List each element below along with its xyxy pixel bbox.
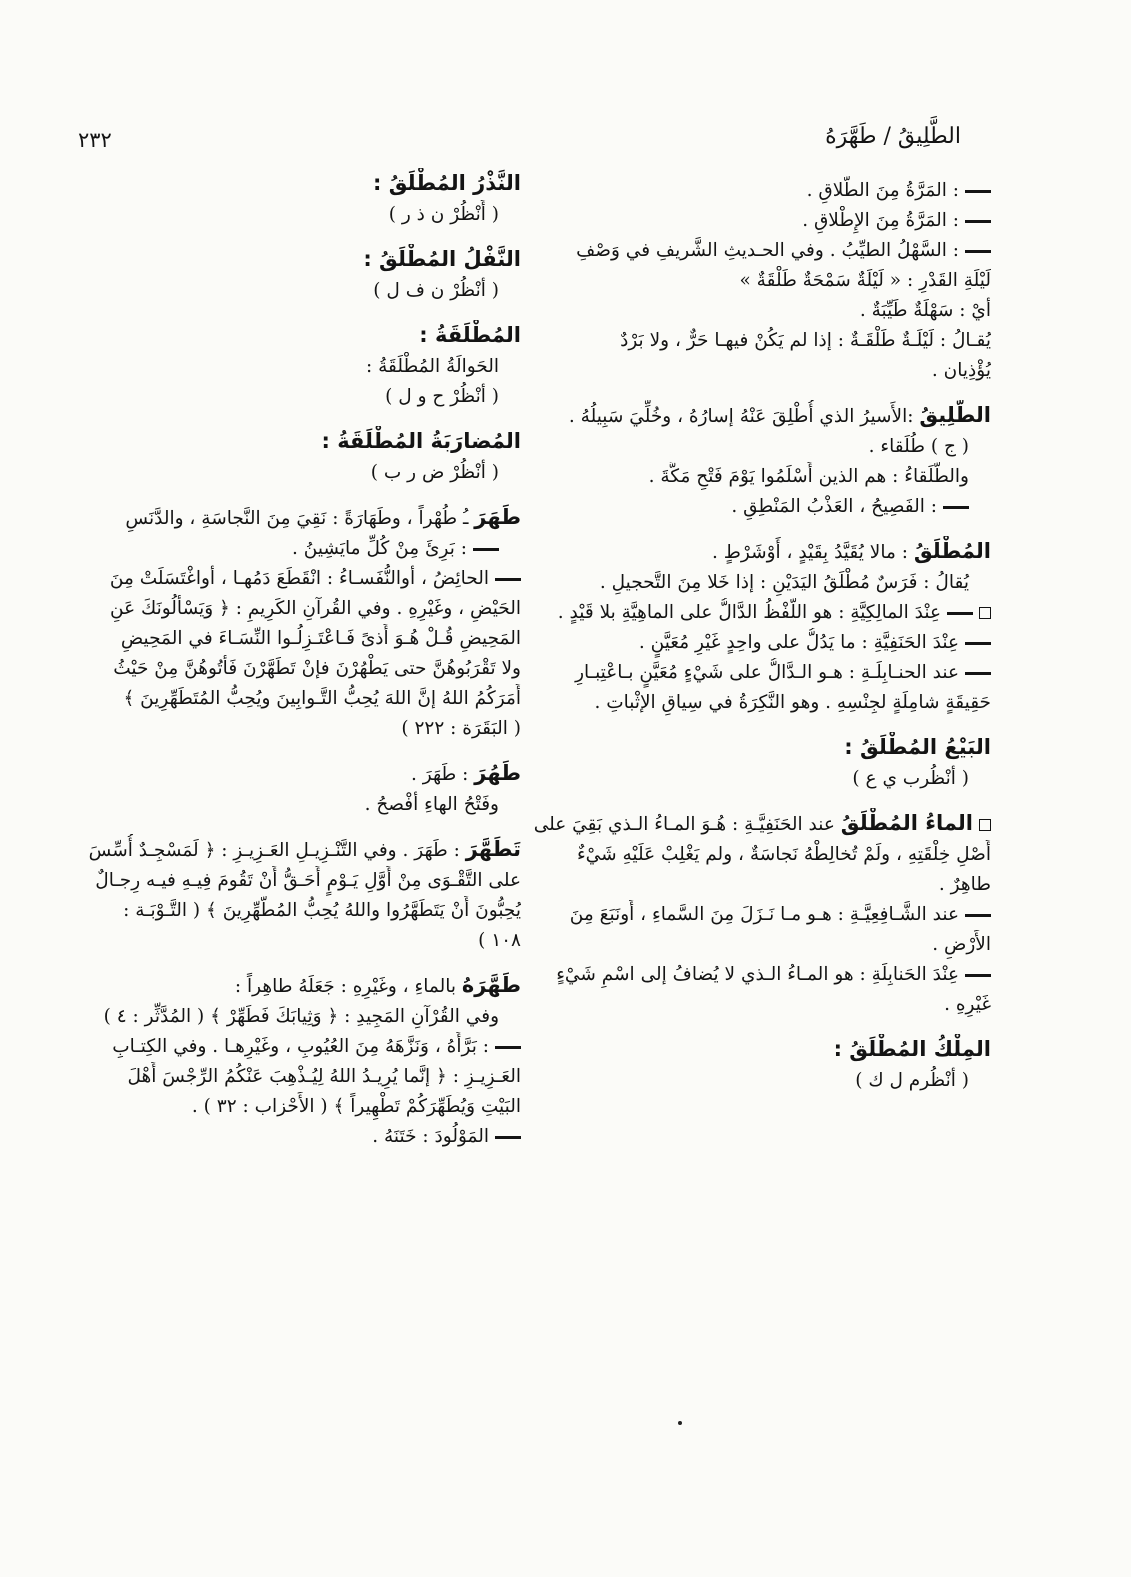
entry-text: يُقالُ : فَرَسٌ مُطْلَقُ اليَدَيْنِ : إذا خَلا مِنَ التَّحجيلِ .	[599, 572, 969, 593]
entry-text: المَوْلُودَ : خَتَنَهُ .	[372, 1126, 489, 1147]
entry-text: وفَتْحُ الهاءِ أفْصحُ .	[364, 794, 499, 815]
entry-text: أَصْلِ خِلْقَتِهِ ، ولَمْ تُخالِطْهُ نَجاسَةٌ ، ولم يَغْلِبْ عَلَيْهِ شَيْءٌ	[576, 844, 991, 865]
dash-mark	[495, 1046, 521, 1049]
dash-mark	[965, 974, 991, 977]
entry-text: : بَرَّأَهُ ، وَنَزَّهَهُ مِنَ العُيُوبِ ، وغَيْرِهـا . وفي الكِتـابِ	[112, 1036, 489, 1057]
cross-reference: ( أنْظُرب ي ع )	[852, 768, 969, 789]
entry-tatahhara	[41, 834, 521, 956]
dash-mark	[965, 250, 991, 253]
entry-text: أيْ : سَهْلَةٌ طَيِّبَةٌ .	[859, 300, 991, 321]
entry-text: يُقـالُ : لَيْلَـةٌ طَلْقَـةٌ : إذا لم يَكُنْ فيهـا حَرٌّ ، ولا بَرْدٌ	[620, 330, 991, 351]
headword: المِلْكُ المُطْلَقُ :	[833, 1037, 991, 1061]
cross-reference: ( أنْظُرم ل ك )	[855, 1070, 969, 1091]
cross-reference: ( أَنْظُرْ ن ذ ر )	[388, 204, 499, 225]
headword: النَّفْلُ المُطْلَقُ :	[363, 247, 521, 271]
entry-text: ـُ طُهْراً ، وطَهَارَةً : نَقِيَ مِنَ النَّجاسَةِ ، والدَّنَسِ	[125, 508, 469, 529]
dash-mark	[943, 506, 969, 509]
entry-tahharahu	[41, 970, 521, 1152]
headword: طَهُرَ	[474, 761, 521, 785]
square-marker-icon	[979, 819, 991, 831]
dash-mark	[473, 548, 499, 551]
entry-mutlaqa	[41, 320, 521, 412]
headword: المُضارَبَةُ المُطْلَقَةُ :	[321, 429, 521, 453]
entry-text: يُحِبُّونَ أَنْ يَتَطَهَّرُوا واللهُ يُحِبُّ المُطَّهِّرِينَ ﴾ ( التَّـوْبَـة :	[123, 900, 521, 921]
dash-mark	[495, 578, 521, 581]
headword: الطَّلِيقُ	[919, 403, 991, 427]
entry-text: عِنْدَ الحَنابِلَةِ : هو المـاءُ الـذي لا يُضافُ إلى اسْمِ شَيْءٍ	[556, 964, 959, 985]
entry-text: على التَّقْـوَى مِنْ أَوَّلِ يَـوْمٍ أَحَـقُّ أَنْ تَقُومَ فِيـهِ فيـه رِجـالٌ	[95, 870, 521, 891]
cross-reference: ( أنْظُرْ ح و ل )	[385, 386, 499, 407]
entry-text: يُؤْذِيان .	[931, 360, 991, 381]
entry-text: لَيْلَةِ القَدْرِ : « لَيْلَةٌ سَمْحَةٌ طَلْقَةٌ »	[739, 270, 991, 291]
entry-text: حَقِيقَةٍ شامِلَةٍ لجِنْسِهِ . وهو النَّكِرَةُ في سِياقِ الإثْباتِ .	[594, 692, 991, 713]
headword: الماءُ المُطْلَقُ	[840, 811, 973, 835]
entry-text: عند الشَّـافِعِيَّـةِ : هـو مـا نَـزَلَ مِنَ السَّماءِ ، أَونَبَعَ مِنَ	[569, 904, 959, 925]
entry-text: الحائِضُ ، أوالنُّفَسـاءُ : انْقَطَعَ دَمُهـا ، أواغْتَسَلَتْ مِنَ	[109, 568, 489, 589]
entry-text: الحَوالَةُ المُطْلَقَةُ :	[365, 356, 499, 377]
entry-text: ولا تَقْرَبُوهُنَّ حتى يَطْهُرْنَ فإنْ تَطَهَّرْنَ فَأْتُوهُنَّ مِنْ حَيْثُ	[113, 658, 521, 679]
dash-mark	[965, 190, 991, 193]
entry-nafl-mutlaq	[41, 244, 521, 306]
entry-text: : الفَصِيحُ ، العَذْبُ المَنْطِقِ .	[731, 496, 937, 517]
entry-text: بالماءِ ، وغَيْرِهِ : جَعَلَهُ طاهِراً :	[234, 976, 456, 997]
entry-talq-senses	[531, 176, 991, 386]
entry-text: : السَّهْلُ الطيِّبُ . وفي الحـديثِ الشَّريفِ في وَصْفِ	[576, 240, 959, 261]
entry-text: والطُّلَقاءُ : هم الذين أَسْلَمُوا يَوْمَ فَتْحِ مَكَّةَ .	[648, 466, 969, 487]
dash-mark	[495, 1136, 521, 1139]
headword: تَطَهَّرَ	[465, 837, 521, 861]
left-column	[41, 168, 521, 1166]
entry-mulk-mutlaq	[531, 1034, 991, 1096]
entry-nathr-mutlaq	[41, 168, 521, 230]
entry-text: : طَهَرَ . وفي التَّنْـزِيـلِ العَـزِيـزِ : ﴿ لَمَسْجِـدٌ أُسِّسَ	[88, 840, 460, 861]
entry-text: عِنْدَ المالِكِيَّةِ : هو اللَّفْظُ الدَّالُّ على الماهِيَّةِ بلا قَيْدٍ .	[557, 602, 941, 623]
entry-text: العَـزِيـزِ : ﴿ إنَّما يُرِيـدُ اللهُ لِيُـذْهِبَ عَنْكُمُ الرِّجْسَ أَهْلَ	[127, 1066, 521, 1087]
dash-mark	[965, 220, 991, 223]
right-column	[531, 176, 991, 1110]
entry-text: : بَرِئَ مِنْ كُلِّ مايَشِينُ .	[291, 538, 467, 559]
headword: النَّذْرُ المُطْلَقُ :	[372, 171, 521, 195]
cross-reference: ( أنْظُرْ ض ر ب )	[370, 462, 499, 483]
dash-mark	[965, 642, 991, 645]
entry-text: : المَرَّةُ مِنَ الطَّلاقِ .	[806, 180, 959, 201]
entry-text: البَيْتِ وَيُطَهِّرَكُمْ تَطْهِيراً ﴾ ( الأَحْزاب : ٣٢ ) .	[191, 1096, 521, 1117]
page-number: ٢٣٢	[78, 128, 112, 152]
entry-text: : مالا يُقَيَّدُ بِقَيْدٍ ، أَوْشَرْطٍ .	[712, 542, 908, 563]
entry-text: المَحِيضِ قُـلْ هُـوَ أَذىً فَـاعْتَـزِلُـوا النِّسَـاءَ في المَحِيضِ	[120, 628, 521, 649]
entry-mudaraba-mutlaqa	[41, 426, 521, 488]
headword: طَهَرَ	[474, 505, 521, 529]
headword: البَيْعُ المُطْلَقُ :	[844, 735, 991, 759]
verse-citation: ١٠٨ )	[478, 930, 521, 951]
headword: طَهَّرَهُ	[461, 973, 521, 997]
entry-text: وفي القُرْآنِ المَجِيدِ : ﴿ وَثِيابَكَ فَطَهِّرْ ﴾ ( المُدَّثِّر : ٤ )	[103, 1006, 499, 1027]
verse-citation: ( البَقَرَة : ٢٢٢ )	[401, 718, 521, 739]
stray-dot-mark	[678, 1421, 682, 1425]
entry-text: أَمَرَكُمُ اللهُ إنَّ اللهَ يُحِبُّ التَّـوابِينَ ويُحِبُّ المُتَطَهِّرِينَ ﴾	[123, 688, 521, 709]
entry-maa-mutlaq	[531, 808, 991, 1020]
entry-text: : طَهَرَ .	[411, 764, 469, 785]
entry-tahura-2	[41, 758, 521, 820]
entry-text: طاهِرٌ .	[938, 874, 991, 895]
entry-text: : المَرَّةُ مِنَ الإِطْلاقِ .	[802, 210, 959, 231]
entry-text: عند الحنـابِلَـةِ : هـو الـدَّالُّ على شَيْءٍ مُعَيَّنٍ بـاعْتِبـارِ	[575, 662, 959, 683]
square-marker-icon	[979, 607, 991, 619]
dash-mark	[947, 612, 973, 615]
entry-text: ( ج ) طُلَقاء .	[868, 436, 969, 457]
entry-text: الأَرْضِ .	[932, 934, 991, 955]
running-title: الطَّلِيقُ / طَهَّرَهُ	[825, 124, 961, 149]
entry-taleeq	[531, 400, 991, 522]
dash-mark	[965, 672, 991, 675]
dash-mark	[965, 914, 991, 917]
entry-bay-mutlaq	[531, 732, 991, 794]
entry-mutlaq	[531, 536, 991, 718]
entry-text: الحَيْضِ ، وغَيْرِهِ . وفي القُرآنِ الكَرِيمِ : ﴿ وَيَسْأَلُونَكَ عَنِ	[110, 598, 521, 619]
entry-text: غَيْرِهِ .	[944, 994, 991, 1015]
cross-reference: ( أنْظُرْ ن ف ل )	[373, 280, 499, 301]
headword: المُطْلَقُ	[913, 539, 991, 563]
entry-text: عِنْدَ الحَنَفِيَّةِ : ما يَدُلُّ على واحِدٍ غَيْرِ مُعَيَّنٍ .	[638, 632, 959, 653]
headword: المُطْلَقَةُ :	[419, 323, 521, 347]
entry-tahura	[41, 502, 521, 744]
entry-text: :الأَسيرُ الذي أُطْلِقَ عَنْهُ إسارُهُ ، وخُلِّيَ سَبِيلُهُ .	[568, 406, 914, 427]
entry-text: عند الحَنَفِيَّـةِ : هُـوَ المـاءُ الـذي بَقِيَ على	[533, 814, 835, 835]
